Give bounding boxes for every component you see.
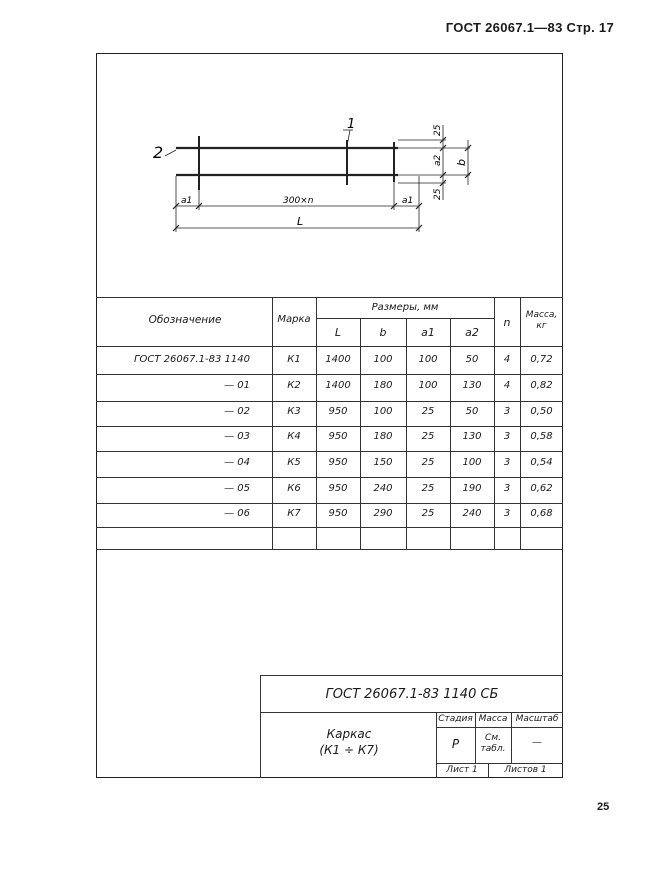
header-L: L — [334, 326, 342, 339]
cell-designation: — 01 — [224, 380, 250, 391]
cell-designation: — 03 — [224, 431, 250, 442]
cell-designation: — 06 — [224, 508, 250, 519]
cell-a2: 100 — [462, 457, 482, 468]
cell-L: 1400 — [325, 354, 351, 365]
cell-mark: К6 — [287, 483, 301, 494]
cell-n: 3 — [503, 483, 511, 494]
header-sizes: Размеры, мм — [371, 302, 439, 313]
cell-mass: 0,62 — [530, 483, 553, 494]
cell-mark: К1 — [287, 354, 301, 365]
cell-L: 950 — [328, 457, 348, 468]
cell-b: 150 — [373, 457, 393, 468]
cell-a2: 130 — [462, 380, 482, 391]
cell-designation: — 02 — [224, 406, 250, 417]
dim-25-bottom: 25 — [433, 188, 443, 200]
cell-a2: 50 — [465, 406, 479, 417]
cell-a2: 130 — [462, 431, 482, 442]
cell-mark: К7 — [287, 508, 301, 519]
cell-a1: 25 — [421, 457, 435, 468]
cell-n: 3 — [503, 431, 511, 442]
row-line — [96, 426, 563, 427]
dim-a2: a2 — [433, 154, 443, 166]
scale-value: — — [532, 737, 542, 748]
dim-25-top: 25 — [433, 124, 443, 136]
cell-mass: 0,54 — [530, 457, 553, 468]
position-1-label: 1 — [347, 117, 356, 132]
cell-a1: 25 — [421, 508, 435, 519]
dim-a1-right: a1 — [402, 196, 414, 206]
titleblock-line — [436, 727, 563, 728]
cell-L: 950 — [328, 406, 348, 417]
cell-a2: 240 — [462, 508, 482, 519]
cell-mass: 0,82 — [530, 380, 553, 391]
cell-a1: 25 — [421, 406, 435, 417]
cell-b: 180 — [373, 380, 393, 391]
dim-b: b — [455, 159, 468, 166]
cell-b: 290 — [373, 508, 393, 519]
cell-mass: 0,50 — [530, 406, 553, 417]
sheet-label: Лист 1 — [446, 765, 478, 775]
row-line — [96, 451, 563, 452]
titleblock-line — [436, 763, 563, 764]
table-header-bottom — [96, 346, 563, 347]
product-name-line2: (К1 ÷ К7) — [319, 743, 379, 757]
cell-n: 3 — [503, 508, 511, 519]
header-a2: a2 — [465, 326, 479, 339]
titleblock-top — [260, 675, 563, 676]
dim-a1-left: a1 — [181, 196, 193, 206]
cell-mass: 0,68 — [530, 508, 553, 519]
product-name-line1: Каркас — [326, 727, 372, 741]
cell-a2: 190 — [462, 483, 482, 494]
cell-b: 100 — [373, 406, 393, 417]
cell-a1: 25 — [421, 483, 435, 494]
titleblock-left — [260, 675, 261, 778]
stage-label: Стадия — [438, 714, 473, 724]
cell-n: 3 — [503, 406, 511, 417]
row-line — [96, 401, 563, 402]
table-top-line — [96, 297, 563, 298]
sizes-subheader-line — [316, 318, 494, 319]
cell-a1: 25 — [421, 431, 435, 442]
row-line — [96, 374, 563, 375]
header-mass: Масса, кг — [525, 310, 558, 331]
cell-designation: — 04 — [224, 457, 250, 468]
cell-mark: К3 — [287, 406, 301, 417]
cell-mark: К2 — [287, 380, 301, 391]
page-number: 25 — [597, 801, 610, 813]
header-a1: a1 — [421, 326, 435, 339]
table-bottom-line — [96, 549, 563, 550]
cell-a1: 100 — [418, 380, 438, 391]
cell-mass: 0,58 — [530, 431, 553, 442]
header-mark: Марка — [277, 314, 311, 325]
mass-value-line1: См. — [485, 733, 501, 743]
mass-value-line2: табл. — [480, 744, 506, 754]
row-line — [96, 503, 563, 504]
cell-mark: К5 — [287, 457, 301, 468]
titleblock-line — [260, 712, 563, 713]
header-designation: Обозначение — [148, 314, 222, 326]
cell-n: 3 — [503, 457, 511, 468]
cell-a1: 100 — [418, 354, 438, 365]
cell-n: 4 — [503, 354, 511, 365]
mass-label: Масса — [478, 714, 508, 724]
cell-b: 180 — [373, 431, 393, 442]
cell-L: 950 — [328, 431, 348, 442]
scale-label: Масштаб — [515, 714, 559, 724]
row-line — [96, 527, 563, 528]
cell-L: 1400 — [325, 380, 351, 391]
header-b: b — [379, 326, 387, 339]
cell-L: 950 — [328, 508, 348, 519]
row-line — [96, 477, 563, 478]
header-n: n — [503, 316, 511, 329]
cell-designation: — 05 — [224, 483, 250, 494]
cell-mass: 0,72 — [530, 354, 553, 365]
cell-n: 4 — [503, 380, 511, 391]
dim-pitch: 300×n — [283, 196, 314, 206]
cell-designation: ГОСТ 26067.1-83 1140 — [133, 354, 250, 365]
position-2-label: 2 — [153, 143, 164, 162]
sheets-label: Листов 1 — [504, 765, 547, 775]
stage-value: Р — [451, 737, 460, 751]
document-code: ГОСТ 26067.1-83 1140 СБ — [325, 687, 499, 702]
cell-a2: 50 — [465, 354, 479, 365]
page-header: ГОСТ 26067.1—83 Стр. 17 — [445, 20, 614, 35]
dim-L: L — [297, 215, 304, 228]
cell-mark: К4 — [287, 431, 301, 442]
cell-L: 950 — [328, 483, 348, 494]
cell-b: 100 — [373, 354, 393, 365]
cell-b: 240 — [373, 483, 393, 494]
